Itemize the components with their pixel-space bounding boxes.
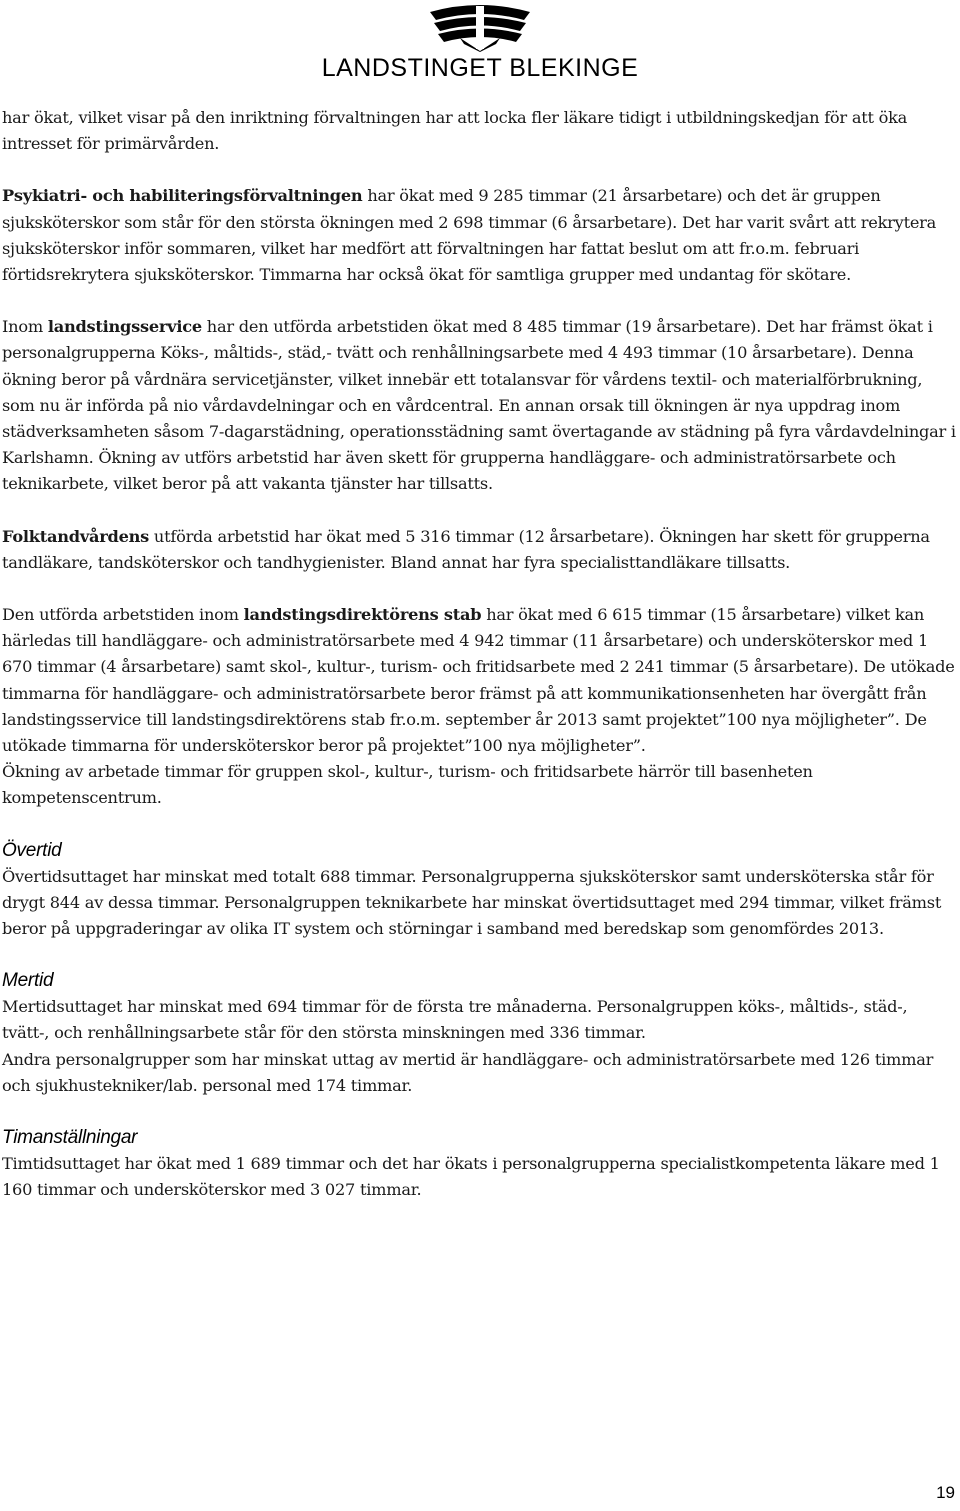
paragraph-text: utförda arbetstid har ökat med 5 316 timmar (12 årsarbetare). Ökningen har skett för grupperna tandläkare, tandsköterskor och tandhygienister. Bland annat har fyra specialisttandläkare tillsatts.	[2, 526, 930, 572]
heading-timanstallningar: Timanställningar	[2, 1127, 138, 1149]
paragraph-lead: Inom	[2, 317, 48, 337]
header-logo	[300, 2, 660, 84]
section-term: Psykiatri- och habiliteringsförvaltningen	[2, 186, 363, 206]
paragraph-mertid-2: Andra personalgrupper som har minskat uttag av mertid är handläggare- och administratörsarbete med 126 timmar och sjukhustekniker/lab. personal med 174 timmar.	[2, 1049, 934, 1095]
paragraph-mertid-1: Mertidsuttaget har minskat med 694 timmar för de första tre månaderna. Personalgruppen köks-, måltids-, städ-, tvätt-, och renhållningsarbete står för den största minskningen med 336 timmar.	[2, 997, 908, 1043]
paragraph-stab	[2, 602, 958, 759]
paragraph-text: har den utförda arbetstiden ökat med 8 485 timmar (19 årsarbetare). Det har främst ökat i personalgrupperna Köks-, måltids-, städ,- tvätt och renhållningsarbete med 4 493 timmar (10 årsarbetare). Denna ökning beror på vårdnära servicetjänster, vilket innebär ett totalansvar för vårdens textil- och materialförbrukning, som nu är införda på nio vårdavdelningar och en vårdcentral. En annan orsak till ökningen är nya uppdrag inom städverksamheten såsom 7-dagarstädning, operationsstädning samt övertagande av städning på fyra vårdavdelningar i Karlshamn. Ökning av utförs arbetstid har även skett för grupperna handläggare- och administratörsarbete och teknikarbete, vilket beror på att vakanta tjänster har tillsatts.	[2, 317, 956, 494]
section-term: landstingsservice	[47, 317, 202, 337]
organization-name: LANDSTINGET BLEKINGE	[321, 54, 639, 82]
paragraph-folktandvarden	[2, 524, 958, 576]
paragraph-kompetenscentrum: Ökning av arbetade timmar för gruppen skol-, kultur-, turism- och fritidsarbete härrör till basenheten kompetenscentrum.	[2, 762, 813, 808]
heading-overtid: Övertid	[2, 839, 62, 861]
section-term: landstingsdirektörens stab	[243, 605, 482, 625]
paragraph-text: har ökat med 6 615 timmar (15 årsarbetare) vilket kan härledas till handläggare- och administratörsarbete med 4 942 timmar (11 årsarbetare) och undersköterskor med 1 670 timmar (4 årsarbetare) samt skol-, kultur-, turism- och fritidsarbete med 2 241 timmar (5 årsarbetare). De utökade timmarna för handläggare- och administratörsarbete beror främst på att kommunikationsenheten har övergått från landstingsservice till landstingsdirektörens stab fr.o.m. september år 2013 samt projektet”100 nya möjligheter”. De utökade timmarna för undersköterskor beror på projektet”100 nya möjligheter”.	[2, 605, 955, 756]
section-term: Folktandvårdens	[2, 526, 149, 546]
paragraph-intro: har ökat, vilket visar på den inriktning förvaltningen har att locka fler läkare tidigt i utbildningskedjan för att öka intresset för primärvården.	[2, 108, 908, 154]
paragraph-landstingsservice	[2, 314, 958, 497]
document-body	[2, 105, 958, 1230]
paragraph-psykiatri	[2, 183, 958, 288]
page-number: 19	[936, 1483, 955, 1502]
paragraph-overtid: Övertidsuttaget har minskat med totalt 688 timmar. Personalgrupperna sjuksköterskor samt undersköterska står för drygt 844 av dessa timmar. Personalgruppen teknikarbete har minskat övertidsuttaget med 294 timmar, vilket främst beror på uppgraderingar av olika IT system och störningar i samband med beredskap som genomfördes 2013.	[2, 866, 942, 939]
crown-emblem-icon	[426, 2, 534, 52]
paragraph-text: har ökat med 9 285 timmar (21 årsarbetare) och det är gruppen sjuksköterskor som står för den största ökningen med 2 698 timmar (6 årsarbetare). Det har varit svårt att rekrytera sjuksköterskor inför sommaren, vilket har medfört att förvaltningen har fattat beslut om att fr.o.m. februari förtidsrekrytera sjuksköterskor. Timmarna har också ökat för samtliga grupper med undantag för skötare.	[2, 186, 937, 285]
heading-mertid: Mertid	[2, 970, 54, 992]
paragraph-timanstallningar: Timtidsuttaget har ökat med 1 689 timmar och det har ökats i personalgrupperna specialistkompetenta läkare med 1 160 timmar och undersköterskor med 3 027 timmar.	[2, 1154, 940, 1200]
paragraph-lead: Den utförda arbetstiden inom	[2, 605, 244, 625]
